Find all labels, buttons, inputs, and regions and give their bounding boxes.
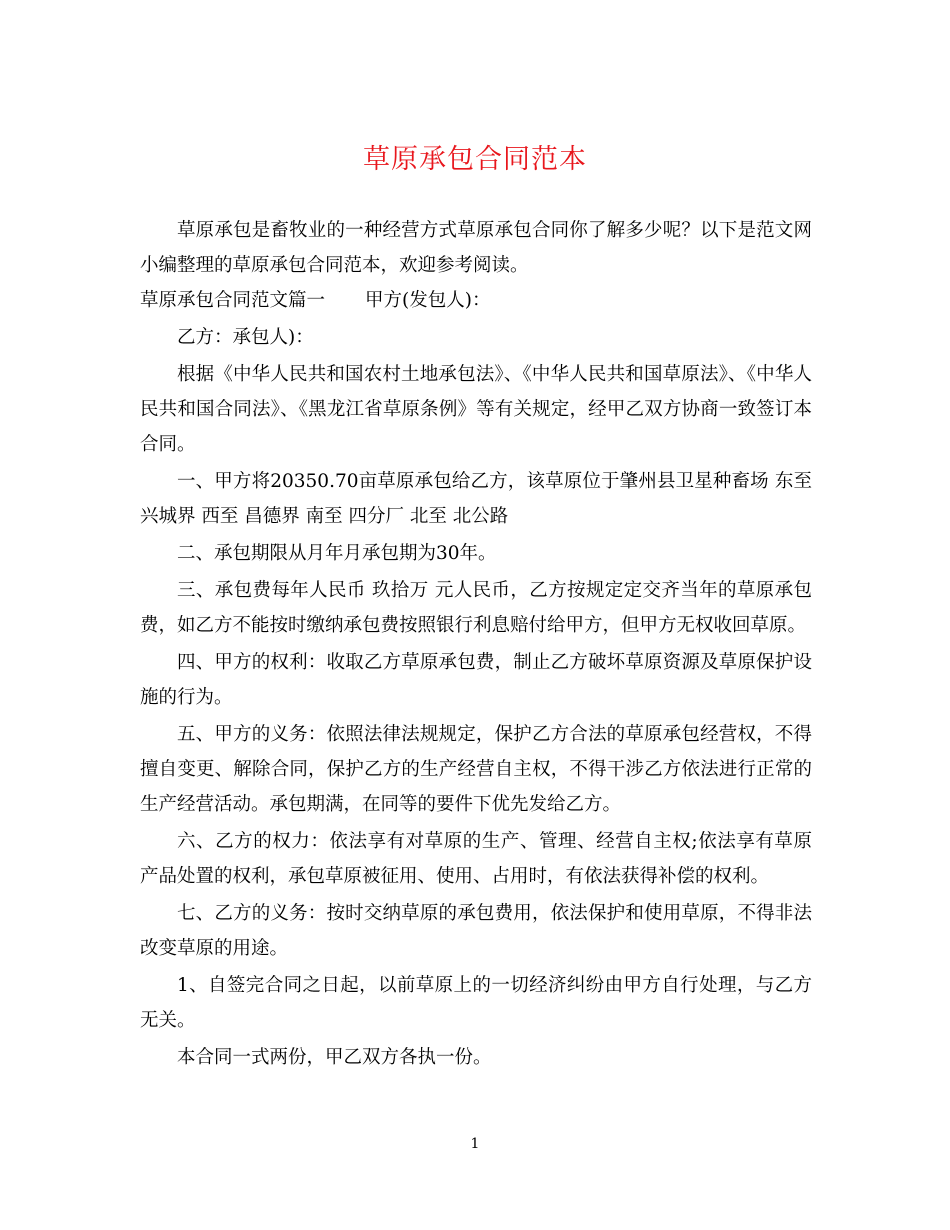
basis-paragraph: 根据《中华人民共和国农村土地承包法》、《中华人民共和国草原法》、《中华人民共和国合同法》、《黑龙江省草原条例》等有关规定，经甲乙双方协商一致签订本合同。 bbox=[140, 364, 812, 455]
clause-paragraph: 二、承包期限从月年月承包期为30年。 bbox=[177, 543, 497, 564]
clause-paragraph: 三、承包费每年人民币 玖拾万 元人民币，乙方按规定定交齐当年的草原承包费，如乙方不能按时缴纳承包费按照银行利息赔付给甲方，但甲方无权收回草原。 bbox=[140, 580, 812, 636]
clause-paragraph: 1、自签完合同之日起，以前草原上的一切经济纠纷由甲方自行处理，与乙方无关。 bbox=[140, 975, 812, 1031]
document-title: 草原承包合同范本 bbox=[363, 144, 587, 175]
clause-paragraph: 一、甲方将20350.70亩草原承包给乙方，该草原位于肇州县卫星种畜场 东至 兴城界 西至 昌德界 南至 四分厂 北至 北公路 bbox=[140, 471, 812, 527]
page-number: 1 bbox=[470, 1136, 480, 1152]
document-body bbox=[140, 213, 812, 1075]
closing-paragraph: 本合同一式两份，甲乙双方各执一份。 bbox=[177, 1047, 492, 1068]
section-heading-line bbox=[140, 283, 812, 318]
party-b-line: 乙方：承包人)： bbox=[177, 327, 314, 348]
clause-paragraph: 四、甲方的权利：收取乙方草原承包费，制止乙方破坏草原资源及草原保护设施的行为。 bbox=[140, 652, 812, 708]
section-heading: 草原承包合同范文篇一 bbox=[140, 290, 326, 311]
clause-paragraph: 六、乙方的权力：依法享有对草原的生产、管理、经营自主权;依法享有草原产品处置的权利，承包草原被征用、使用、占用时，有依法获得补偿的权利。 bbox=[140, 831, 812, 887]
clause-paragraph: 五、甲方的义务：依照法律法规规定，保护乙方合法的草原承包经营权，不得擅自变更、解除合同，保护乙方的生产经营自主权，不得干涉乙方依法进行正常的生产经营活动。承包期满，在同等的要件下优先发给乙方。 bbox=[140, 724, 812, 815]
clause-paragraph: 七、乙方的义务：按时交纳草原的承包费用，依法保护和使用草原，不得非法改变草原的用途。 bbox=[140, 903, 812, 959]
party-a-line: 甲方(发包人)： bbox=[365, 290, 491, 311]
intro-paragraph: 草原承包是畜牧业的一种经营方式草原承包合同你了解多少呢？以下是范文网小编整理的草原承包合同范本，欢迎参考阅读。 bbox=[140, 220, 812, 276]
